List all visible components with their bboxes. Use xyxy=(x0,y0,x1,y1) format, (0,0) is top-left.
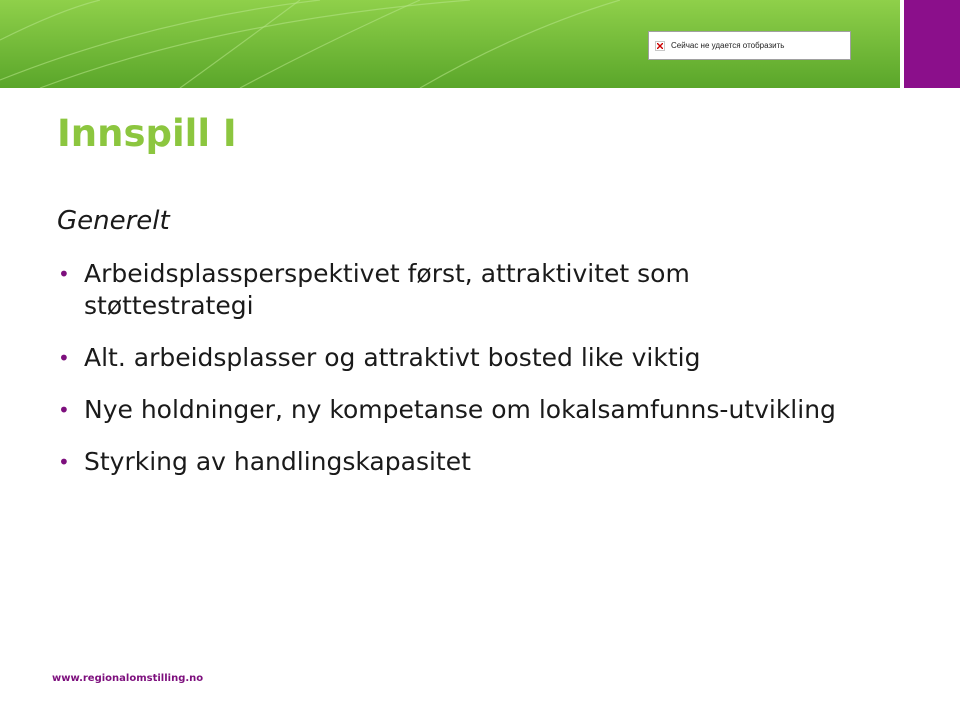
slide-title: Innspill I xyxy=(57,112,237,155)
bullet-icon: • xyxy=(58,346,70,370)
bullet-text: Alt. arbeidsplasser og attraktivt bosted like viktig xyxy=(84,343,701,372)
broken-image-text: Сейчас не удается отобразить xyxy=(671,41,785,50)
bullet-list xyxy=(57,258,857,498)
bullet-icon: • xyxy=(58,398,70,422)
broken-image-placeholder xyxy=(648,31,851,60)
bullet-icon: • xyxy=(58,450,70,474)
header-divider xyxy=(900,0,904,88)
header-purple-block xyxy=(904,0,960,88)
footer-url-link[interactable]: www.regionalomstilling.no xyxy=(52,673,204,684)
bullet-icon: • xyxy=(58,262,70,286)
broken-image-icon xyxy=(655,41,665,51)
bullet-item xyxy=(57,342,857,374)
bullet-item xyxy=(57,446,857,478)
slide-subtitle: Generelt xyxy=(57,206,170,236)
bullet-text: Styrking av handlingskapasitet xyxy=(84,447,471,476)
bullet-text: Nye holdninger, ny kompetanse om lokalsamfunns-utvikling xyxy=(84,395,836,424)
bullet-text: Arbeidsplassperspektivet først, attraktivitet som støttestrategi xyxy=(84,259,690,320)
bullet-item xyxy=(57,394,857,426)
bullet-item xyxy=(57,258,857,322)
